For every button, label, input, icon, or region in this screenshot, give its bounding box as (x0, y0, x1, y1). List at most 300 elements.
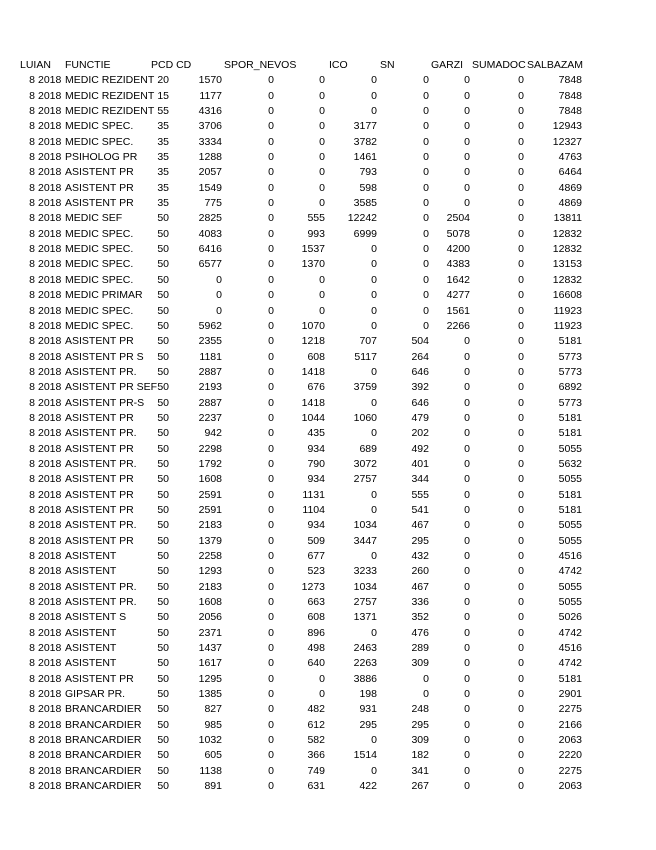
cell-sn: 0 (371, 503, 377, 516)
cell-spor-nevos: 0 (268, 151, 274, 164)
cell-spor-nevos: 0 (268, 688, 274, 701)
cell-extra: 401 (411, 457, 429, 470)
cell-sn: 2463 (353, 642, 377, 655)
cell-salbazam: 11923 (553, 319, 582, 332)
cell-spor-nevos: 0 (268, 227, 274, 240)
cell-an: 2018 (38, 596, 62, 609)
cell-sumadoc: 0 (518, 350, 524, 363)
cell-sumadoc: 0 (518, 596, 524, 609)
cell-pcd: 50 (157, 596, 169, 609)
cell-salbazam: 5055 (558, 473, 582, 486)
table-row (0, 764, 656, 779)
cell-salbazam: 2275 (558, 764, 582, 777)
cell-cd: 1549 (198, 181, 222, 194)
cell-an: 2018 (38, 688, 62, 701)
table-row (0, 534, 656, 549)
table-row (0, 135, 656, 150)
cell-salbazam: 12327 (552, 135, 582, 148)
cell-cd: 2258 (198, 550, 222, 562)
cell-an: 2018 (38, 151, 62, 164)
table-row (0, 257, 656, 272)
cell-functie: ASISTENT (65, 642, 117, 655)
table-row (0, 196, 656, 211)
cell-extra: 504 (411, 335, 429, 348)
cell-garzi: 5078 (446, 227, 470, 240)
cell-salbazam: 2901 (558, 688, 582, 701)
cell-extra: 309 (411, 734, 429, 747)
cell-spor-nevos: 0 (268, 642, 274, 655)
cell-sn: 0 (371, 319, 377, 332)
cell-sn: 0 (371, 258, 377, 271)
cell-sn: 1060 (353, 411, 377, 424)
cell-functie: ASISTENT PR (65, 534, 134, 547)
cell-luna: 8 (29, 273, 35, 286)
cell-functie: ASISTENT PR (65, 335, 134, 348)
cell-functie: MEDIC SPEC. (65, 227, 134, 240)
cell-an: 2018 (38, 565, 62, 578)
cell-ico: 0 (319, 289, 325, 302)
cell-sn: 1371 (353, 611, 377, 624)
cell-spor-nevos: 0 (268, 120, 274, 133)
cell-functie: ASISTENT (65, 565, 117, 578)
cell-pcd: 50 (157, 580, 169, 593)
cell-an: 2018 (38, 550, 62, 562)
table-row (0, 595, 656, 610)
cell-pcd: 50 (157, 473, 169, 486)
cell-luna: 8 (29, 120, 35, 133)
cell-extra: 352 (411, 611, 429, 624)
cell-spor-nevos: 0 (268, 442, 274, 455)
table-row (0, 273, 656, 288)
cell-cd: 2887 (198, 365, 222, 378)
cell-salbazam: 4869 (558, 197, 582, 210)
cell-ico: 1131 (302, 488, 325, 501)
cell-ico: 582 (307, 734, 325, 747)
cell-cd: 0 (216, 273, 222, 286)
cell-sn: 0 (371, 427, 377, 440)
cell-functie: BRANCARDIER (65, 734, 142, 747)
cell-functie: ASISTENT PR. (65, 365, 137, 378)
cell-sn: 0 (371, 105, 377, 118)
cell-luna: 8 (29, 381, 35, 394)
cell-pcd: 50 (157, 212, 169, 225)
cell-salbazam: 5632 (558, 457, 582, 470)
cell-pcd: 50 (157, 550, 169, 562)
cell-ico: 790 (307, 457, 325, 470)
cell-spor-nevos: 0 (268, 166, 274, 179)
cell-salbazam: 4763 (558, 151, 582, 164)
table-row (0, 488, 656, 503)
cell-sn: 12242 (347, 212, 377, 225)
cell-garzi: 0 (464, 703, 470, 716)
cell-sumadoc: 0 (518, 519, 524, 532)
table-row (0, 564, 656, 579)
cell-luna: 8 (29, 503, 35, 516)
cell-sn: 0 (371, 243, 377, 256)
cell-extra: 467 (411, 519, 429, 532)
cell-pcd: 15 (157, 89, 169, 102)
cell-extra: 0 (423, 212, 429, 225)
cell-pcd: 50 (157, 411, 169, 424)
cell-sn: 0 (371, 304, 377, 317)
cell-spor-nevos: 0 (268, 181, 274, 194)
cell-sn: 3233 (353, 565, 377, 578)
cell-functie: ASISTENT PR. (65, 457, 137, 470)
cell-ico: 509 (307, 534, 325, 547)
table-row (0, 380, 656, 395)
cell-pcd: 50 (157, 565, 169, 578)
cell-ico: 1537 (301, 243, 325, 256)
cell-functie: MEDIC SPEC. (65, 304, 134, 317)
cell-garzi: 2504 (446, 212, 470, 225)
cell-sn: 6999 (353, 227, 377, 240)
cell-an: 2018 (38, 243, 62, 256)
cell-sumadoc: 0 (518, 534, 524, 547)
cell-extra: 0 (423, 304, 429, 317)
cell-pcd: 50 (157, 319, 169, 332)
cell-pcd: 50 (157, 519, 169, 532)
cell-garzi: 0 (464, 534, 470, 547)
cell-garzi: 0 (464, 365, 470, 378)
cell-sumadoc: 0 (518, 642, 524, 655)
cell-cd: 605 (204, 749, 222, 762)
cell-cd: 4083 (198, 227, 222, 240)
cell-luna: 8 (29, 473, 35, 486)
cell-spor-nevos: 0 (268, 565, 274, 578)
table-row (0, 319, 656, 334)
cell-cd: 1437 (198, 642, 222, 655)
cell-salbazam: 2063 (558, 780, 582, 793)
cell-cd: 6577 (198, 258, 222, 271)
cell-sn: 0 (371, 488, 377, 501)
cell-garzi: 1642 (446, 273, 470, 286)
cell-ico: 498 (307, 642, 325, 655)
cell-salbazam: 5055 (558, 534, 582, 547)
cell-salbazam: 12943 (552, 120, 582, 133)
table-row (0, 442, 656, 457)
cell-sumadoc: 0 (518, 89, 524, 102)
cell-sumadoc: 0 (518, 749, 524, 762)
cell-pcd: 50 (157, 273, 169, 286)
cell-an: 2018 (38, 411, 62, 424)
cell-luna: 8 (29, 258, 35, 271)
cell-sn: 0 (371, 396, 377, 409)
cell-sumadoc: 0 (518, 212, 524, 225)
cell-ico: 1370 (301, 258, 325, 271)
cell-pcd: 50 (157, 657, 169, 670)
cell-pcd: 50 (157, 703, 169, 716)
cell-extra: 0 (423, 672, 429, 685)
cell-pcd: 50 (157, 749, 169, 762)
cell-an: 2018 (38, 626, 62, 639)
cell-salbazam: 12832 (552, 227, 582, 240)
cell-cd: 2193 (198, 381, 222, 394)
cell-cd: 2591 (198, 488, 222, 501)
cell-an: 2018 (38, 442, 62, 455)
cell-spor-nevos: 0 (268, 734, 274, 747)
cell-ico: 608 (307, 611, 325, 624)
cell-functie: MEDIC SPEC. (65, 273, 134, 286)
table-row (0, 227, 656, 242)
cell-sn: 3177 (353, 120, 377, 133)
cell-luna: 8 (29, 457, 35, 470)
cell-functie: ASISTENT PR (65, 181, 134, 194)
cell-functie: ASISTENT PR (65, 166, 134, 179)
cell-garzi: 0 (464, 442, 470, 455)
table-row (0, 150, 656, 165)
cell-sn: 707 (359, 335, 377, 348)
cell-sn: 5117 (354, 350, 377, 363)
cell-salbazam: 5181 (558, 411, 582, 424)
cell-an: 2018 (38, 89, 62, 102)
cell-an: 2018 (38, 427, 62, 440)
cell-ico: 0 (319, 672, 325, 685)
cell-pcd: 50 (157, 396, 169, 409)
cell-luna: 8 (29, 350, 35, 363)
cell-luna: 8 (29, 672, 35, 685)
cell-salbazam: 4742 (558, 657, 582, 670)
cell-extra: 0 (423, 273, 429, 286)
cell-salbazam: 16608 (552, 289, 582, 302)
cell-extra: 0 (423, 120, 429, 133)
cell-cd: 1288 (198, 151, 222, 164)
cell-sumadoc: 0 (518, 473, 524, 486)
cell-an: 2018 (38, 611, 62, 624)
cell-luna: 8 (29, 181, 35, 194)
cell-an: 2018 (38, 519, 62, 532)
cell-garzi: 0 (464, 335, 470, 348)
cell-functie: BRANCARDIER (65, 780, 142, 793)
cell-garzi: 0 (464, 672, 470, 685)
cell-ico: 677 (307, 550, 325, 562)
cell-pcd: 35 (157, 197, 169, 210)
cell-salbazam: 5181 (558, 672, 582, 685)
cell-extra: 0 (423, 227, 429, 240)
cell-spor-nevos: 0 (268, 657, 274, 670)
cell-sumadoc: 0 (518, 289, 524, 302)
cell-extra: 289 (411, 642, 429, 655)
cell-pcd: 50 (157, 718, 169, 731)
cell-extra: 260 (411, 565, 429, 578)
cell-garzi: 4277 (446, 289, 470, 302)
cell-sumadoc: 0 (518, 703, 524, 716)
cell-functie: ASISTENT PR. (65, 427, 137, 440)
cell-spor-nevos: 0 (268, 411, 274, 424)
cell-pcd: 50 (157, 227, 169, 240)
cell-luna: 8 (29, 734, 35, 747)
table-row (0, 610, 656, 625)
cell-cd: 1379 (198, 534, 222, 547)
cell-sn: 0 (371, 734, 377, 747)
cell-cd: 1570 (198, 74, 222, 87)
cell-luna: 8 (29, 596, 35, 609)
table-row (0, 733, 656, 748)
cell-functie: ASISTENT PR (65, 672, 134, 685)
table-row (0, 365, 656, 380)
cell-an: 2018 (38, 120, 62, 133)
cell-garzi: 0 (464, 780, 470, 793)
cell-an: 2018 (38, 534, 62, 547)
cell-sn: 0 (371, 289, 377, 302)
cell-salbazam: 2166 (558, 718, 582, 731)
cell-garzi: 0 (464, 565, 470, 578)
cell-sumadoc: 0 (518, 335, 524, 348)
cell-ico: 1070 (301, 319, 325, 332)
cell-cd: 1177 (199, 89, 222, 102)
header-garzi: GARZI (431, 59, 464, 71)
cell-sn: 931 (359, 703, 377, 716)
cell-extra: 646 (411, 396, 429, 409)
cell-pcd: 35 (157, 120, 169, 133)
cell-salbazam: 2275 (558, 703, 582, 716)
cell-cd: 2183 (198, 519, 222, 532)
cell-extra: 0 (423, 105, 429, 118)
cell-sumadoc: 0 (518, 550, 524, 562)
cell-spor-nevos: 0 (268, 197, 274, 210)
cell-ico: 612 (307, 718, 325, 731)
cell-cd: 2591 (198, 503, 222, 516)
header-sumadoc: SUMADOC (472, 59, 526, 71)
cell-extra: 646 (411, 365, 429, 378)
cell-functie: MEDIC SPEC. (65, 135, 134, 148)
cell-ico: 0 (319, 120, 325, 133)
cell-sumadoc: 0 (518, 503, 524, 516)
cell-cd: 4316 (198, 105, 222, 118)
cell-sn: 0 (371, 550, 377, 562)
cell-functie: MEDIC SPEC. (65, 243, 134, 256)
cell-extra: 467 (411, 580, 429, 593)
table-row (0, 334, 656, 349)
table-row (0, 702, 656, 717)
cell-ico: 0 (319, 273, 325, 286)
cell-an: 2018 (38, 304, 62, 317)
cell-cd: 2825 (198, 212, 222, 225)
cell-ico: 482 (307, 703, 325, 716)
cell-garzi: 4383 (446, 258, 470, 271)
cell-salbazam: 7848 (558, 74, 582, 87)
cell-ico: 0 (319, 135, 325, 148)
cell-salbazam: 2063 (558, 734, 582, 747)
cell-functie: ASISTENT (65, 657, 117, 670)
cell-an: 2018 (38, 642, 62, 655)
table-row (0, 304, 656, 319)
cell-extra: 0 (423, 151, 429, 164)
cell-spor-nevos: 0 (268, 273, 274, 286)
cell-sumadoc: 0 (518, 672, 524, 685)
cell-spor-nevos: 0 (268, 335, 274, 348)
cell-an: 2018 (38, 381, 62, 394)
cell-salbazam: 5181 (558, 488, 582, 501)
cell-spor-nevos: 0 (268, 396, 274, 409)
cell-extra: 0 (423, 197, 429, 210)
cell-salbazam: 6892 (558, 381, 582, 394)
cell-cd: 1032 (198, 734, 222, 747)
cell-cd: 827 (204, 703, 222, 716)
cell-extra: 479 (411, 411, 429, 424)
cell-pcd: 50 (157, 764, 169, 777)
cell-garzi: 0 (464, 642, 470, 655)
cell-sn: 3759 (353, 381, 377, 394)
cell-functie: ASISTENT PR (65, 488, 134, 501)
cell-extra: 341 (411, 764, 429, 777)
cell-cd: 0 (216, 289, 222, 302)
cell-luna: 8 (29, 703, 35, 716)
cell-spor-nevos: 0 (268, 473, 274, 486)
cell-luna: 8 (29, 427, 35, 440)
cell-sumadoc: 0 (518, 181, 524, 194)
cell-sumadoc: 0 (518, 565, 524, 578)
cell-pcd: 50 (157, 780, 169, 793)
cell-garzi: 0 (464, 657, 470, 670)
cell-pcd: 50 (157, 503, 169, 516)
table-row (0, 626, 656, 641)
cell-sumadoc: 0 (518, 780, 524, 793)
cell-spor-nevos: 0 (268, 534, 274, 547)
cell-cd: 3334 (198, 135, 222, 148)
cell-luna: 8 (29, 488, 35, 501)
cell-luna: 8 (29, 626, 35, 639)
cell-spor-nevos: 0 (268, 550, 274, 562)
cell-garzi: 0 (464, 105, 470, 118)
cell-salbazam: 7848 (558, 89, 582, 102)
cell-luna: 8 (29, 151, 35, 164)
cell-sumadoc: 0 (518, 319, 524, 332)
table-row (0, 718, 656, 733)
cell-salbazam: 5181 (558, 335, 582, 348)
cell-cd: 775 (204, 197, 222, 210)
cell-sn: 1034 (353, 580, 377, 593)
cell-spor-nevos: 0 (268, 703, 274, 716)
cell-garzi: 0 (464, 197, 470, 210)
cell-extra: 202 (411, 427, 429, 440)
cell-garzi: 0 (464, 74, 470, 87)
cell-salbazam: 5773 (558, 396, 582, 409)
cell-sn: 0 (371, 365, 377, 378)
cell-cd: 2355 (198, 335, 222, 348)
cell-an: 2018 (38, 181, 62, 194)
cell-salbazam: 7848 (558, 105, 582, 118)
cell-cd: 1293 (198, 565, 222, 578)
cell-salbazam: 4742 (558, 565, 582, 578)
cell-luna: 8 (29, 611, 35, 624)
cell-ico: 555 (307, 212, 325, 225)
cell-salbazam: 11923 (553, 304, 582, 317)
cell-sn: 0 (371, 764, 377, 777)
cell-ico: 1104 (302, 503, 325, 516)
table-row (0, 426, 656, 441)
cell-extra: 0 (423, 181, 429, 194)
cell-sn: 0 (371, 626, 377, 639)
cell-pcd: 50 (157, 642, 169, 655)
cell-pcd: 55 (157, 105, 169, 118)
cell-luna: 8 (29, 534, 35, 547)
table-row (0, 672, 656, 687)
cell-pcd: 50 (157, 243, 169, 256)
cell-functie: MEDIC SPEC. (65, 319, 134, 332)
cell-ico: 896 (307, 626, 325, 639)
cell-sumadoc: 0 (518, 764, 524, 777)
cell-salbazam: 6464 (558, 166, 582, 179)
cell-an: 2018 (38, 135, 62, 148)
spreadsheet (0, 58, 656, 795)
table-row (0, 242, 656, 257)
cell-functie: BRANCARDIER (65, 749, 142, 762)
cell-cd: 1138 (199, 764, 222, 777)
cell-luna: 8 (29, 304, 35, 317)
cell-functie: MEDIC PRIMAR (65, 289, 143, 302)
cell-luna: 8 (29, 89, 35, 102)
cell-luna: 8 (29, 749, 35, 762)
